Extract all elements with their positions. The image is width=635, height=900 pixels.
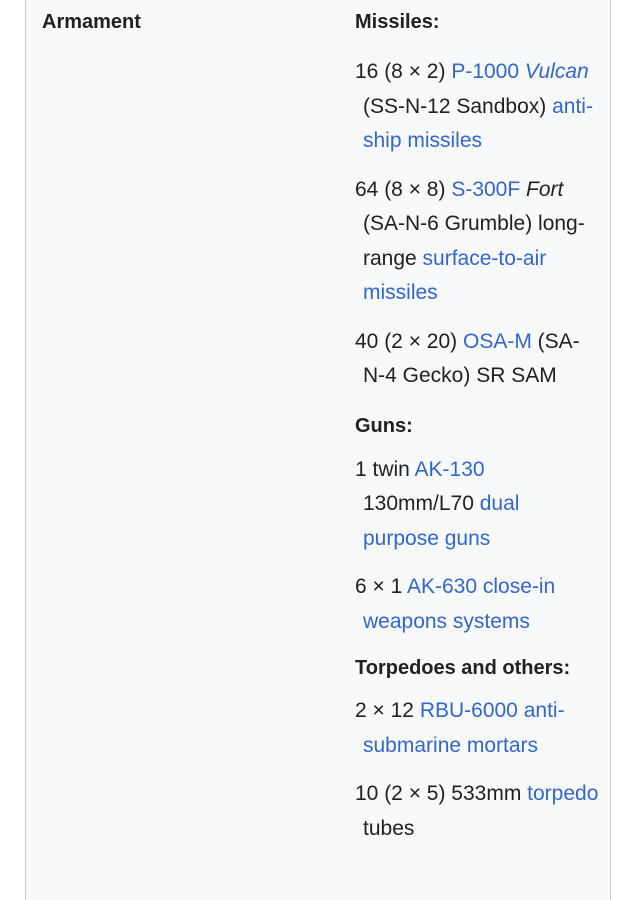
item-text: (SA-N-6 Grumble) long-range — [363, 212, 585, 270]
link-p1000[interactable]: P-1000 — [451, 60, 520, 83]
list-item-torpedo-tubes — [355, 777, 600, 846]
link-ak130[interactable]: AK-130 — [414, 457, 485, 481]
list-item-ak130 — [355, 453, 600, 557]
item-text: 2 × 12 — [355, 699, 420, 722]
torpedoes-heading: Torpedoes and others: — [355, 657, 571, 679]
link-vulcan[interactable]: Vulcan — [524, 60, 589, 83]
link-rbu6000[interactable]: RBU-6000 — [419, 699, 518, 722]
link-osa-m[interactable]: OSA-M — [462, 329, 532, 353]
item-italic-fort: Fort — [520, 177, 564, 201]
list-item-rbu6000 — [355, 694, 600, 763]
row-label: Armament — [42, 11, 141, 33]
link-close-in-weapons-systems[interactable]: close-in weapons systems — [363, 575, 556, 633]
link-s300f[interactable]: S-300F — [451, 177, 521, 201]
infobox-row-armament — [25, 0, 611, 900]
list-item-osa-m — [355, 325, 600, 394]
item-text: (SA-N-4 Gecko) SR SAM — [363, 329, 580, 387]
guns-heading: Guns: — [355, 414, 413, 437]
item-text: 64 (8 × 8) — [355, 177, 452, 201]
item-text: tubes — [363, 816, 415, 840]
list-item-ak630 — [355, 570, 600, 639]
link-ak630[interactable]: AK-630 — [406, 575, 478, 598]
link-anti-submarine-mortars[interactable]: anti-submarine mortars — [363, 699, 565, 757]
list-item-p1000 — [355, 55, 600, 159]
item-text: 16 (8 × 2) — [355, 60, 452, 83]
item-text: 40 (2 × 20) — [355, 329, 463, 353]
missiles-heading: Missiles: — [355, 11, 440, 33]
link-surface-to-air-missiles[interactable]: surface-to-air missiles — [363, 246, 547, 304]
item-text: 6 × 1 — [355, 575, 407, 598]
link-torpedo[interactable]: torpedo — [527, 782, 599, 805]
list-item-s300f — [355, 173, 600, 311]
link-anti-ship-missiles[interactable]: anti-ship missiles — [363, 94, 593, 152]
item-text: 10 (2 × 5) 533mm — [355, 782, 528, 805]
armament-content — [355, 10, 600, 860]
item-text: 1 twin — [355, 457, 415, 481]
item-text: 130mm/L70 — [363, 492, 480, 515]
item-text: (SS-N-12 Sandbox) — [363, 94, 553, 118]
link-dual-purpose-guns[interactable]: dual purpose guns — [363, 492, 520, 550]
